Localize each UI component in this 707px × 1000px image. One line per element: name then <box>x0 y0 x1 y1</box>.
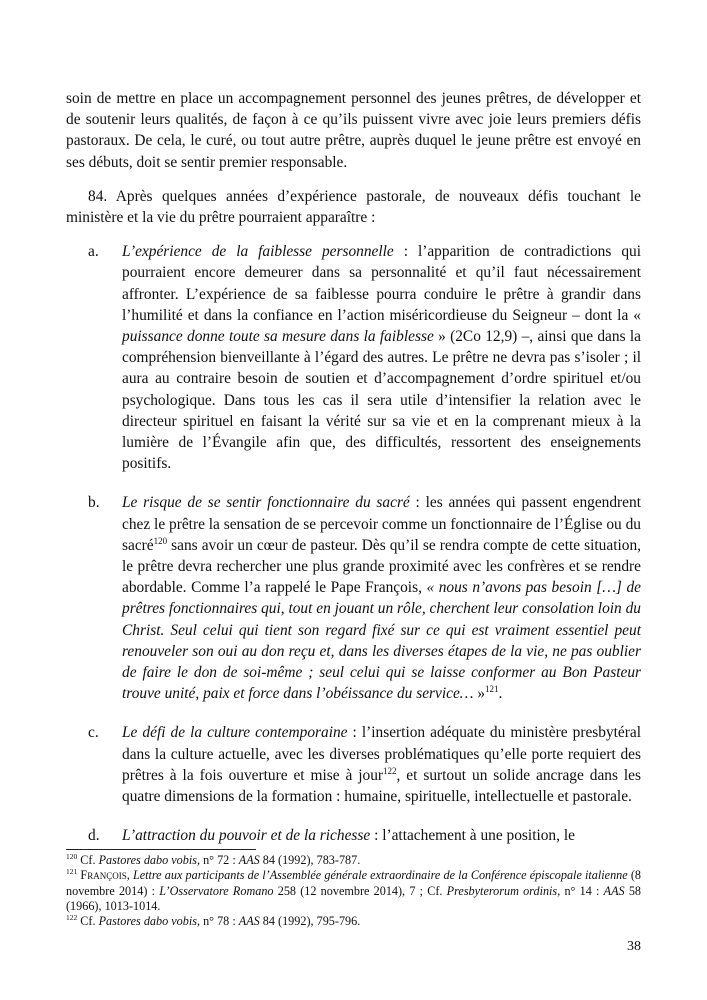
footnote-number: 121 <box>66 867 78 877</box>
list-item-c <box>88 722 642 807</box>
intro-paragraph: soin de mettre en place un accompagnement personnel des jeunes prêtres, de développer et de soutenir leurs qualités, de façon à ce qu’ils puissent vivre avec joie leurs premiers défis pastoraux. De cela, le curé, ou tout autre prêtre, auprès duquel le jeune prêtre est envoyé en ses débuts, doit se sentir premier responsable. <box>66 90 641 171</box>
item-title: Le risque de se sentir fonctionnaire du sacré <box>122 494 410 512</box>
footnote-title: Pastores dabo vobis, <box>98 853 201 867</box>
footnote-title: AAS <box>238 853 260 867</box>
footnote-title: AAS <box>238 914 260 929</box>
list-marker: b. <box>88 494 100 512</box>
footnote-text: 58 (1966), 1013-1014. <box>66 883 642 913</box>
footnote-text: 258 (12 novembre 2014), 7 ; Cf. <box>273 883 447 898</box>
footnote-text: 84 (1992), 795-796. <box>259 914 361 929</box>
item-quote: puissance donne toute sa mesure dans la faiblesse <box>122 328 434 346</box>
footnote-text: n° 72 : <box>200 853 239 867</box>
footnote-text: , n° 14 : <box>557 883 604 898</box>
item-text: : l’attachement à une position, le <box>370 827 575 845</box>
page-number: 38 <box>627 939 641 954</box>
list-marker: d. <box>88 827 100 845</box>
item-text: : l’insertion adéquate du ministère presbytéral dans la culture actuelle, avec les diverses problématiques qu’elle porte requiert des prêtres à la fois ouverture et mise à jour <box>122 724 642 784</box>
item-text: : l’apparition de contradictions qui pourraient encore demeurer dans sa personnalité et qu’il faut nécessairement affronter. L’expérience de sa faiblesse pourra conduire le prêtre à grandir dans l’humilité et dans la confiance en l’action miséricordieuse du Seigneur – dont la « <box>122 243 641 324</box>
footnote-title: Presbyterorum ordinis <box>446 883 558 898</box>
footnote-text: (8 novembre 2014) : <box>66 868 641 898</box>
item-text: : les années qui passent engendrent chez le prêtre la sensation de se percevoir comme un fonctionnaire de l’Église ou du sacré <box>122 494 641 554</box>
item-title: L’expérience de la faiblesse personnelle <box>122 243 394 261</box>
footnote-text: Cf. <box>77 914 99 929</box>
item-text: , et surtout un solide ancrage dans les quatre dimensions de la formation : humaine, spirituelle, intellectuelle et pastorale. <box>122 766 641 806</box>
footnote-122 <box>66 914 641 929</box>
footnote-number: 120 <box>66 851 78 861</box>
list-item-d <box>88 825 641 846</box>
item-text: » <box>473 685 486 703</box>
footnote-text: n° 78 : <box>200 914 239 929</box>
list-item-a <box>88 241 641 474</box>
footnote-ref-122[interactable]: 122 <box>383 765 397 776</box>
challenges-list <box>66 241 641 846</box>
paragraph-84: 84. Après quelques années d’expérience pastorale, de nouveaux défis touchant le ministère et la vie du prêtre pourraient apparaître : <box>66 187 641 227</box>
item-quote: « nous n’avons pas besoin […] de prêtres fonctionnaires qui, tout en jouant un rôle, cherchent leur consolation loin du Christ. Seul celui qui tient son regard fixé sur ce qui est vraiment essentiel peut renouveler son oui au don reçu et, dans les diverses étapes de la vie, ne pas oublier de faire le don de soi-même ; seul celui qui se laisse conformer au Bon Pasteur trouve unité, paix et force dans l’obéissance du service… <box>122 579 641 703</box>
footnote-title: L’Osservatore Romano <box>159 883 274 898</box>
footnote-separator <box>66 849 256 850</box>
footnote-title: AAS <box>603 883 625 898</box>
footnote-number: 122 <box>66 913 78 923</box>
item-title: L’attraction du pouvoir et de la richesse <box>122 827 371 845</box>
footnote-title: Lettre aux participants de l’Assemblée générale extraordinaire de la Conférence épiscopale italienne <box>132 868 628 883</box>
item-text: sans avoir un cœur de pasteur. Dès qu’il se rendra compte de cette situation, le prêtre devra rechercher une plus grande proximité avec les confrères et se rendre abordable. Comme l’a rappelé le Pape François, <box>122 536 641 597</box>
footnote-title: Pastores dabo vobis, <box>98 914 201 929</box>
footnotes <box>66 853 641 929</box>
footnote-120 <box>66 853 641 868</box>
footnote-author: François <box>77 868 127 883</box>
item-title: Le défi de la culture contemporaine <box>122 724 348 742</box>
footnote-text: , <box>126 868 133 883</box>
footnote-text: 84 (1992), 783-787. <box>259 853 361 867</box>
list-marker: c. <box>88 724 99 742</box>
footnote-ref-120[interactable]: 120 <box>153 535 168 546</box>
item-text: » (2Co 12,9) –, ainsi que dans la compréhension bienveillante à l’égard des autres. Le prêtre ne devra pas s’isoler ; il aura au contraire besoin de soutien et d’accompagnement d’ordre spirituel et/ou psychologique. Dans tous les cas il sera utile d’intensifier la relation avec le directeur spirituel en faisant la vérité sur sa vie et en la comprenant mieux à la lumière de l’Évangile afin que, des difficultés, ressortent des enseignements positifs. <box>122 328 641 473</box>
footnote-ref-121[interactable]: 121 <box>485 684 499 695</box>
list-item-b <box>88 492 641 704</box>
footnote-text: Cf. <box>77 853 99 867</box>
page-body <box>66 88 641 865</box>
item-text: . <box>498 685 503 703</box>
footnote-121 <box>66 868 641 914</box>
list-marker: a. <box>88 243 99 261</box>
